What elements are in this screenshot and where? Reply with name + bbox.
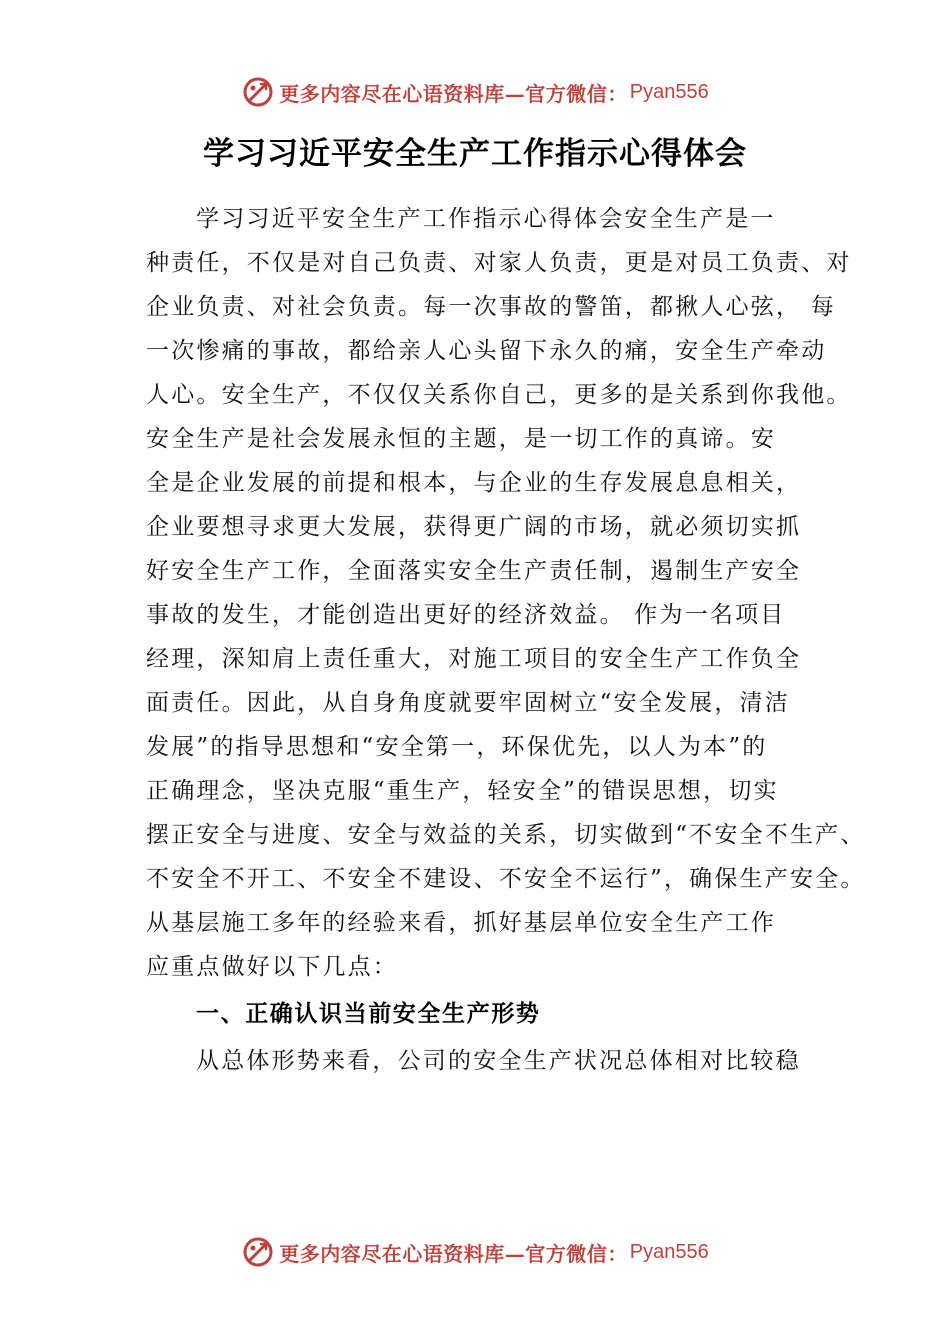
watermark-text: 更多内容尽在心语资料库—官方微信：	[279, 1241, 628, 1266]
body-line: 好安全生产工作，全面落实安全生产责任制，遏制生产安全	[146, 558, 802, 584]
watermark-logo-icon	[241, 75, 275, 109]
body-line: 全是企业发展的前提和根本，与企业的生存发展息息相关，	[146, 470, 802, 496]
body-line: 企业负责、对社会负责。每一次事故的警笛，都揪人心弦， 每	[146, 294, 836, 320]
footer-watermark	[0, 1232, 950, 1272]
body-line: 企业要想寻求更大发展，获得更广阔的市场，就必须切实抓	[146, 514, 802, 540]
watermark-wechat-id: Pyan556	[629, 1240, 709, 1263]
watermark-text: 更多内容尽在心语资料库—官方微信：	[279, 81, 628, 106]
body-line: 经理，深知肩上责任重大，对施工项目的安全生产工作负全	[146, 646, 802, 672]
watermark-wechat-id: Pyan556	[629, 80, 709, 103]
body-line: 从基层施工多年的经验来看，抓好基层单位安全生产工作	[146, 910, 776, 936]
body-line: 正确理念，坚决克服“重生产，轻安全”的错误思想，切实	[146, 778, 779, 804]
body-line: 种责任，不仅是对自己负责、对家人负责，更是对员工负责、对	[146, 250, 852, 276]
body-line: 安全生产是社会发展永恒的主题，是一切工作的真谛。安	[146, 426, 776, 452]
body-line: 不安全不开工、不安全不建设、不安全不运行”，确保生产安全。	[146, 866, 866, 892]
body-line: 从总体形势来看，公司的安全生产状况总体相对比较稳	[196, 1048, 801, 1074]
body-line: 一次惨痛的事故，都给亲人心头留下永久的痛，安全生产牵动	[146, 338, 827, 364]
header-watermark	[0, 72, 950, 112]
document-title: 学习习近平安全生产工作指示心得体会	[203, 136, 747, 172]
body-line: 摆正安全与进度、安全与效益的关系，切实做到“不安全不生产、	[146, 822, 866, 848]
body-line: 事故的发生，才能创造出更好的经济效益。 作为一名项目	[146, 602, 786, 628]
body-line: 面责任。因此，从自身角度就要牢固树立“安全发展，清洁	[146, 690, 790, 716]
body-line: 人心。安全生产，不仅仅关系你自己，更多的是关系到你我他。	[146, 382, 852, 408]
body-line: 发展”的指导思想和“安全第一，环保优先，以人为本”的	[146, 734, 768, 760]
body-line: 应重点做好以下几点：	[146, 954, 398, 980]
watermark-logo-icon	[241, 1235, 275, 1269]
section-heading: 一、正确认识当前安全生产形势	[196, 1001, 541, 1027]
body-line: 学习习近平安全生产工作指示心得体会安全生产是一	[196, 206, 776, 232]
document-body	[146, 197, 866, 1083]
